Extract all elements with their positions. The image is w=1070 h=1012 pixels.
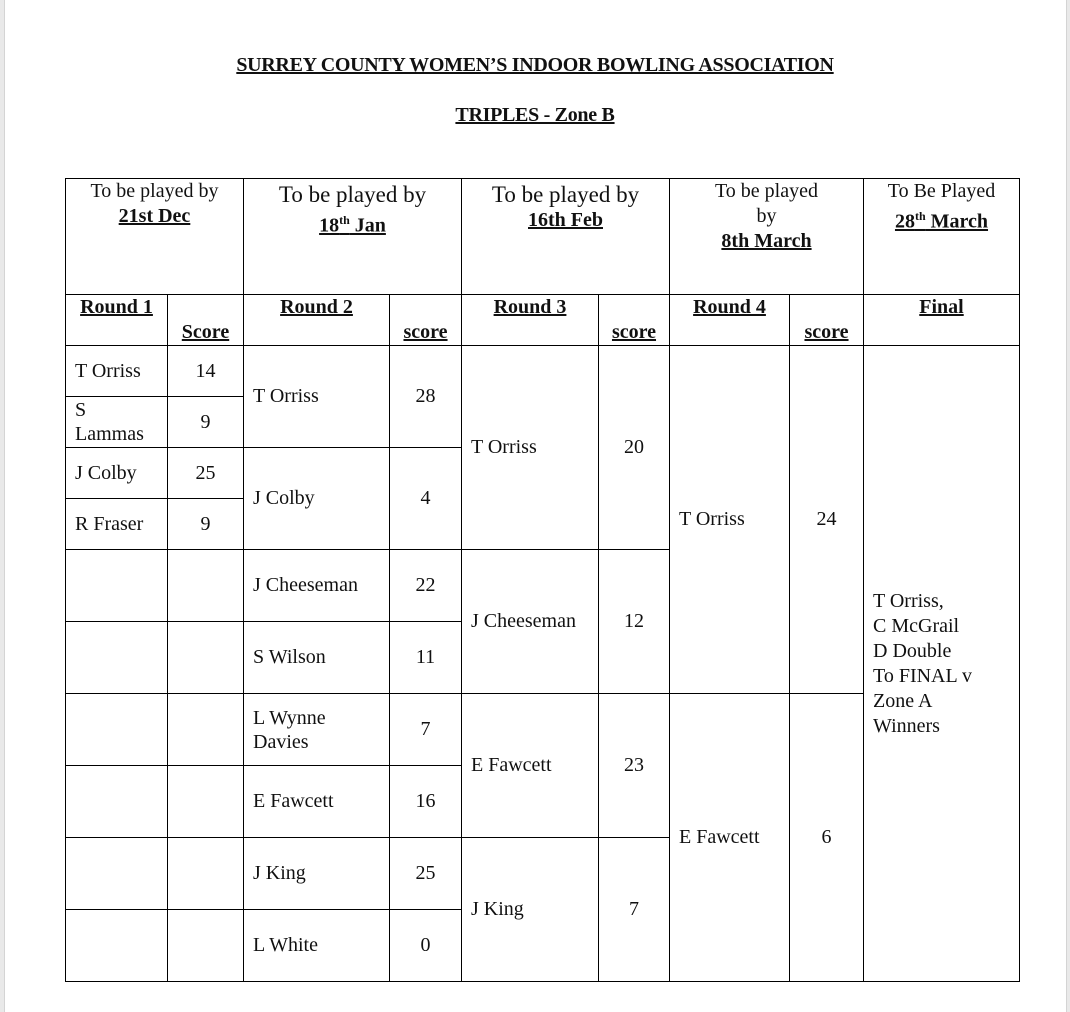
deadline-round1: [66, 179, 244, 295]
round2-score: 0: [390, 910, 462, 982]
round1-empty-score: [168, 550, 244, 622]
round1-empty-score: [168, 622, 244, 694]
round4-score: 6: [790, 694, 864, 982]
deadline-date-rest: March: [925, 210, 989, 233]
round1-empty-cell: [66, 766, 168, 838]
round-header-row: [66, 295, 1020, 346]
deadline-date: 8th March: [721, 230, 812, 252]
deadline-date: [248, 208, 457, 239]
deadline-date-num: 18: [319, 214, 340, 237]
round1-score: 25: [168, 448, 244, 499]
deadline-round3: [462, 179, 670, 295]
round4-score: 24: [790, 346, 864, 694]
round2-score: 16: [390, 766, 462, 838]
round2-player: J Colby: [244, 448, 390, 550]
round1-header: Round 1: [66, 295, 168, 346]
round2-header: Round 2: [244, 295, 390, 346]
round4-player: E Fawcett: [670, 694, 790, 982]
round2-player: J Cheeseman: [244, 550, 390, 622]
final-line: Winners: [873, 714, 940, 737]
round4-player: T Orriss: [670, 346, 790, 694]
round2-player: S Wilson: [244, 622, 390, 694]
round1-empty-cell: [66, 838, 168, 910]
final-header: Final: [864, 295, 1020, 346]
bracket-table: [65, 178, 1020, 982]
deadline-date: 21st Dec: [118, 205, 191, 227]
round3-player: J King: [462, 838, 599, 982]
round2-score: 11: [390, 622, 462, 694]
round1-score: 9: [168, 397, 244, 448]
round1-score-header: Score: [168, 295, 244, 346]
round2-score: 7: [390, 694, 462, 766]
round2-player: T Orriss: [244, 346, 390, 448]
round1-empty-score: [168, 766, 244, 838]
round1-empty-cell: [66, 550, 168, 622]
bracket-row: [66, 346, 1020, 397]
round1-score: 9: [168, 499, 244, 550]
deadline-label: To be played by: [90, 180, 219, 202]
deadline-label: To be played by: [714, 180, 818, 227]
final-line: To FINAL v: [873, 664, 972, 687]
deadline-round4: [670, 179, 864, 295]
deadline-date: 16th Feb: [528, 209, 603, 231]
round3-score: 12: [599, 550, 670, 694]
deadline-label: To be played by: [491, 182, 640, 207]
deadline-date-rest: Jan: [349, 214, 386, 237]
round1-empty-score: [168, 910, 244, 982]
round3-score: 20: [599, 346, 670, 550]
final-line: Zone A: [873, 689, 933, 712]
round2-player: E Fawcett: [244, 766, 390, 838]
round2-score: 28: [390, 346, 462, 448]
round2-score: 25: [390, 838, 462, 910]
deadline-date: [868, 204, 1015, 235]
document-title: SURREY COUNTY WOMEN’S INDOOR BOWLING ASSOCIATION: [236, 54, 834, 76]
round2-score-header: score: [390, 295, 462, 346]
round1-player: J Colby: [66, 448, 168, 499]
round1-player: R Fraser: [66, 499, 168, 550]
round2-player: L White: [244, 910, 390, 982]
round4-score-header: score: [790, 295, 864, 346]
deadline-row: [66, 179, 1020, 295]
deadline-label: To be played by: [278, 182, 427, 207]
deadline-final: [864, 179, 1020, 295]
deadline-date-sup: th: [914, 209, 926, 223]
round1-player: T Orriss: [66, 346, 168, 397]
document-subtitle: TRIPLES - Zone B: [455, 104, 615, 126]
round1-empty-score: [168, 838, 244, 910]
round3-player: J Cheeseman: [462, 550, 599, 694]
round1-empty-cell: [66, 622, 168, 694]
round1-score: 14: [168, 346, 244, 397]
deadline-label: To Be Played: [887, 180, 996, 202]
round2-score: 22: [390, 550, 462, 622]
final-line: C McGrail: [873, 614, 960, 637]
round3-player: T Orriss: [462, 346, 599, 550]
round2-player: L Wynne Davies: [244, 694, 390, 766]
round1-empty-score: [168, 694, 244, 766]
round1-empty-cell: [66, 910, 168, 982]
round3-header: Round 3: [462, 295, 599, 346]
round1-player: S Lammas: [66, 397, 168, 448]
round1-empty-cell: [66, 694, 168, 766]
round3-score: 7: [599, 838, 670, 982]
final-line: T Orriss,: [873, 589, 944, 612]
deadline-date-sup: th: [339, 213, 350, 227]
round2-score: 4: [390, 448, 462, 550]
round3-score: 23: [599, 694, 670, 838]
round2-player: J King: [244, 838, 390, 910]
final-line: D Double: [873, 639, 952, 662]
round3-score-header: score: [599, 295, 670, 346]
deadline-round2: [244, 179, 462, 295]
round3-player: E Fawcett: [462, 694, 599, 838]
deadline-date-num: 28: [894, 210, 915, 233]
round4-header: Round 4: [670, 295, 790, 346]
final-cell: [864, 346, 1020, 982]
